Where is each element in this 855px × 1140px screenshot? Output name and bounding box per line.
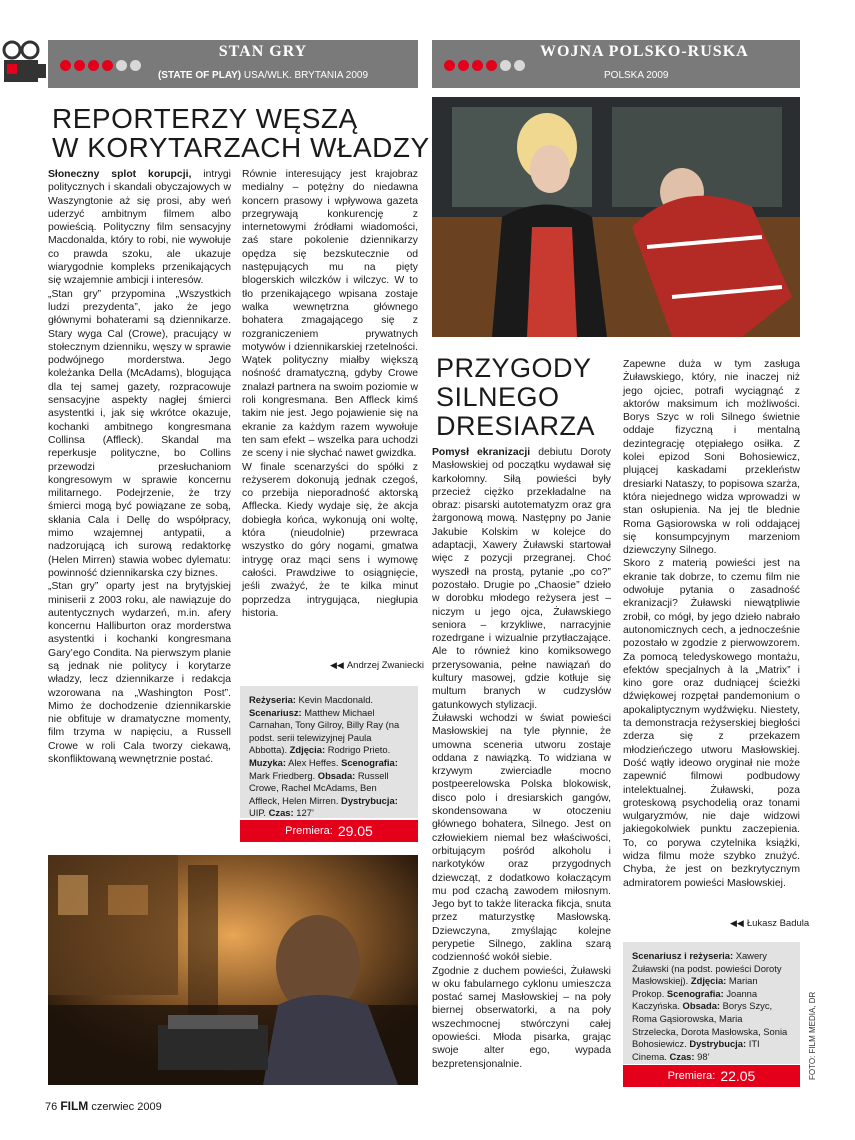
credit-value: Kevin Macdonald. [295,694,374,705]
page-footer [45,1099,162,1113]
author-byline: ◀◀ Łukasz Badula [730,918,810,929]
rating-dots [444,60,525,71]
issue-date: czerwiec 2009 [91,1101,162,1113]
credit-key: Dystrybucja: [689,1038,747,1050]
credit-key: Muzyka: [249,756,286,768]
rating-dot [514,60,525,71]
byline-arrow-icon: ◀◀ [730,918,744,928]
review-header-left [48,40,418,88]
article-headline: PRZYGODY SILNEGO DRESIARZA [436,353,596,441]
magazine-name: FILM [60,1099,89,1113]
photo-credit: FOTO: FILM MEDIA, DR [808,991,817,1080]
author-byline: ◀◀ Andrzej Zwaniecki [330,660,424,671]
rating-dot [444,60,455,71]
credit-key: Czas: [268,807,294,819]
article-column: Równie interesujący jest krajobraz medialny – potężny do niedawna koncern prasowy i wpływowa gazeta przegrywają konkurencję z internetowymi źródłami wiadomości, zaś stare pokolenie dziennikarzy opędza się bezskutecznie od następujących mu na pięty blogerskich wilczków i wilczyc. W to tło przenikającego wpisana zostaje walka wewnętrzna głównego bohatera zmagającego się z rozgraniczeniem prywatnych motywów i dziennikarskiej rzetelności. Wątek polityczny miałby większą nośność dramatyczną, gdyby Crowe znalazł partnera na swoim poziomie w roli kongresmana. Ben Affleck kimś takim nie jest. Jego pojawienie się na ekranie za każdym razem wywołuje ten sam efekt – wszelka para uchodzi ze sceny i nie słychać nawet gwizdka. W finale scenarzyści do spółki z reżyserem dokonują jednak czegoś, co przebija nieporadność aktorską Afflecka. Kiedy wydaje się, że akcja dobiegła końca, wykonują oni woltę, która (nieudolnie) przewraca wszystko do góry nogami, gmatwa intrygę oraz mąci sens i wymowę całości. Prawdziwe to osiągnięcie, jeśli zważyć, że te kilka minut poprzedza intrygująca, niegłupia historia. [242,169,418,619]
credit-key: Scenografia: [341,756,398,768]
film-title: WOJNA POLSKO-RUSKA [540,43,749,60]
credit-value: Mark Friedberg. [249,769,318,781]
byline-arrow-icon: ◀◀ [330,660,344,670]
credit-value: Matthew Michael Carnahan, Tony Gilroy, Billy Ray (na podst. serii telewizyjnej Paula Abbotta). [249,706,400,756]
credit-value: Russell Crowe, Rachel McAdams, Ben Affleck, Helen Mirren. [249,769,389,806]
film-still-stan-gry [48,855,418,1085]
credit-value: Alex Heffes. [286,756,342,768]
credit-value: UIP. [249,807,269,819]
credit-value: Rodrigo Prieto. [325,744,391,756]
credit-key: Scenariusz i reżyseria: [632,950,734,961]
film-subtitle: POLSKA 2009 [604,70,669,81]
credit-value: Xawery Żuławski (na podst. powieści Doroty Masłowskiej). [632,950,782,987]
rating-dot [472,60,483,71]
rating-dot [458,60,469,71]
article-column: Pomysł ekranizacji debiutu Doroty Masłowskiej od początku wydawał się karkołomny. Siłą powieści były przecież ciężko przekładalne na obraz: pisarski autotematyzm oraz gra żargonową mową. Następny po Janie Jakubie Kolskim w kolejce do adaptacji, Xawery Żuławski startował więc z pozycji przegranej. Choć wyszedł na prostą, pytanie „po co?” pozostało. Drugie po „Chaosie” dzieło w dorobku młodego reżysera jest – niczym u jego ojca, Żuławskiego seniora – krzykliwe, narracyjnie rozedrgane i wizualnie przytłaczające. Ale to również kino komiksowego przerysowania, pełne nawiązań do kultury masowej, gdzie kotłuje się multum branych w cudzysłów gatunkowych stylizacji. Żuławski wchodzi w świat powieści Masłowskiej na tyle płynnie, że umowna sceneria utworu zostaje oddana z nawiązką. To widziana w krzywym zwierciadle mocno postpeerelowska Polska blokowisk, disco polo i dresiarskich gangów, skondensowana w otoczeniu głównego bohatera, Silnego. Jest on człowiekiem niemal bez właściwości, orbitującym pośród alkoholu i narkotyków oraz przygodnych dziewcząt, z dodatkowo kołaczącym mu pod czachą zawodem miłosnym. Jego byt to także literacka fikcja, snuta przez maturzystkę Masłowską. Dziewczyna, zmyślając kolejne perypetie Silnego, zaklina szarą codzienność wokół siebie. Zgodnie z duchem powieści, Żuławski w oku fabularnego cyklonu umieszcza postać samej Masłowskiej – na poły biernej obserwatorki, a na poły wszechmocnej stwórczyni całej opowieści. Młoda pisarka, grając swoje alter ego, wypada bezpretensjonalnie. [432,447,611,1070]
credit-value: ITI Cinema. [632,1038,760,1062]
credit-value: Joanna Kaczyńska. [632,987,758,1012]
credit-value: Borys Szyc, Roma Gąsiorowska, Maria Strzelecka, Dorota Masłowska, Sonia Bohosiewicz. [632,1000,788,1050]
credit-key: Zdjęcia: [289,744,326,756]
credit-key: Reżyseria: [249,694,296,705]
film-still-wojna-polsko-ruska [432,97,800,337]
rating-dot [500,60,511,71]
page-number: 76 [45,1101,58,1113]
premiere-badge: Premiera: 29.05 [240,820,418,842]
article-column: Słoneczny splot korupcji, intrygi politycznych i skandali obyczajowych w Waszyngtonie aż się prosi, aby weń uderzyć ambitnym filmem albo powieścią. Polityczny film sensacyjny Macdonalda, który to robi, nie wywołuje co prawda szoku, ale ukazuje wiarygodnie kompleks przenikających się wzajemnie ambicji i interesów. „Stan gry” przypomina „Wszystkich ludzi prezydenta”, jako że jego głównymi bohaterami są dziennikarze. Stary wyga Cal (Crowe), pracujący w stołecznym dzienniku, węszy w sprawie podwójnego morderstwa. Jego koleżanka Della (McAdams), blogująca dla tej samej gazety, rozpracowuje sensacyjne aspekty nagłej śmierci asystentki i, jak się wkrótce okazuje, kochanki ambitnego kongresmana Collinsa (Affleck). Skandal ma reperkusje polityczne, bo Collins przewodzi przesłuchaniom kongresowym w sprawie koncernu militarnego. Podejrzenie, że trzy śmierci mogą być powiązane ze sobą, skłania Cala i Dellę do współpracy, mimo wzajemnej antypatii, a nadzorującą ich surową redaktorkę (Helen Mirren) stawia wobec dylematu: powinność dziennikarska czy biznes. „Stan gry” oparty jest na brytyjskiej miniserii z 2003 roku, ale nawiązuje do autentycznych wydarzeń, m.in. afery koncernu Halliburton oraz morderstwa asystentki i kochanki kongresmana Gary’ego Condita. Na pierwszym planie są jednak nie politycy i korytarze władzy, lecz dziennikarze i redakcja wzorowana na „Washington Post”. Mimo że dochodzenie dziennikarskie nie obfituje w dramatyczne momenty, film trzyma w napięciu, a Russell Crowe w roli Cala tworzy ciekawą, skonfliktowaną wewnętrznie postać. [48,169,231,766]
film-credits-box [623,942,800,1064]
credit-key: Scenografia: [666,987,724,999]
film-subtitle: (STATE OF PLAY) USA/WLK. BRYTANIA 2009 [157,70,369,81]
credit-key: Obsada: [682,1000,721,1012]
credit-key: Czas: [669,1050,695,1062]
premiere-badge: Premiera: 22.05 [623,1065,800,1087]
credit-key: Obsada: [317,769,356,781]
film-title: STAN GRY [218,43,308,60]
film-credits-box [240,686,418,818]
article-column: Zapewne duża w tym zasługa Żuławskiego, który, nie inaczej niż jego ojciec, potrafi wyciągnąć z aktorów maksimum ich możliwości. Borys Szyc w roli Silnego świetnie oddaje fizyczną i mentalną dezintegrację otępiałego osiłka. Z kolei epizod Soni Bohosiewicz, plującej kaskadami przekleństw dresiarki Nataszy, to popisowa szarża, która niejednego widza wprowadzi w stan osłupienia. Na jej tle blednie Roma Gąsiorowska w roli oddającej się konsumpcyjnym marzeniom dziewczyny Silnego. Skoro z materią powieści jest na ekranie tak dobrze, to czemu film nie odwołuje pytania o zasadność ekranizacji? Żuławski niewątpliwie zrobił, co mógł, by jego dzieło nabrało autonomicznych cech, a jednocześnie pozostało w zgodzie z pierwowzorem. Za pomocą teledyskowego montażu, efektów specjalnych à la „Matrix” i kino gore oraz dudniącej ścieżki dźwiękowej rozpętał pandemonium o apokaliptycznym wydźwięku. Niestety, ta demonstracja reżyserskiej biegłości zderza się z przekazem młodzieńczego utworu Masłowskiej. Dość wątły ideowo oryginał nie może zapewnić filmowi podbudowy intelektualnej. Żuławski, poza groteskową psychodelią oraz tonami wulgaryzmów, nie daje widzowi jakiegokolwiek punktu zaczepienia. To, co porywa czytelnika książki, widza filmu może szybko znużyć. Chyba, że jest on bezkrytycznym admiratorem powieści Masłowskiej. [623,359,800,889]
film-projector-icon [0,40,46,86]
credit-value: 98’ [694,1050,710,1062]
credit-value: Marian Prokop. [632,975,758,999]
rating-dot [486,60,497,71]
credit-key: Zdjęcia: [690,975,727,987]
credit-key: Scenariusz: [249,706,302,718]
review-header-right [432,40,800,88]
article-headline: REPORTERZY WĘSZĄ W KORYTARZACH WŁADZY [52,103,430,164]
credit-key: Dystrybucja: [341,794,398,806]
credit-value: 127’ [293,807,314,819]
